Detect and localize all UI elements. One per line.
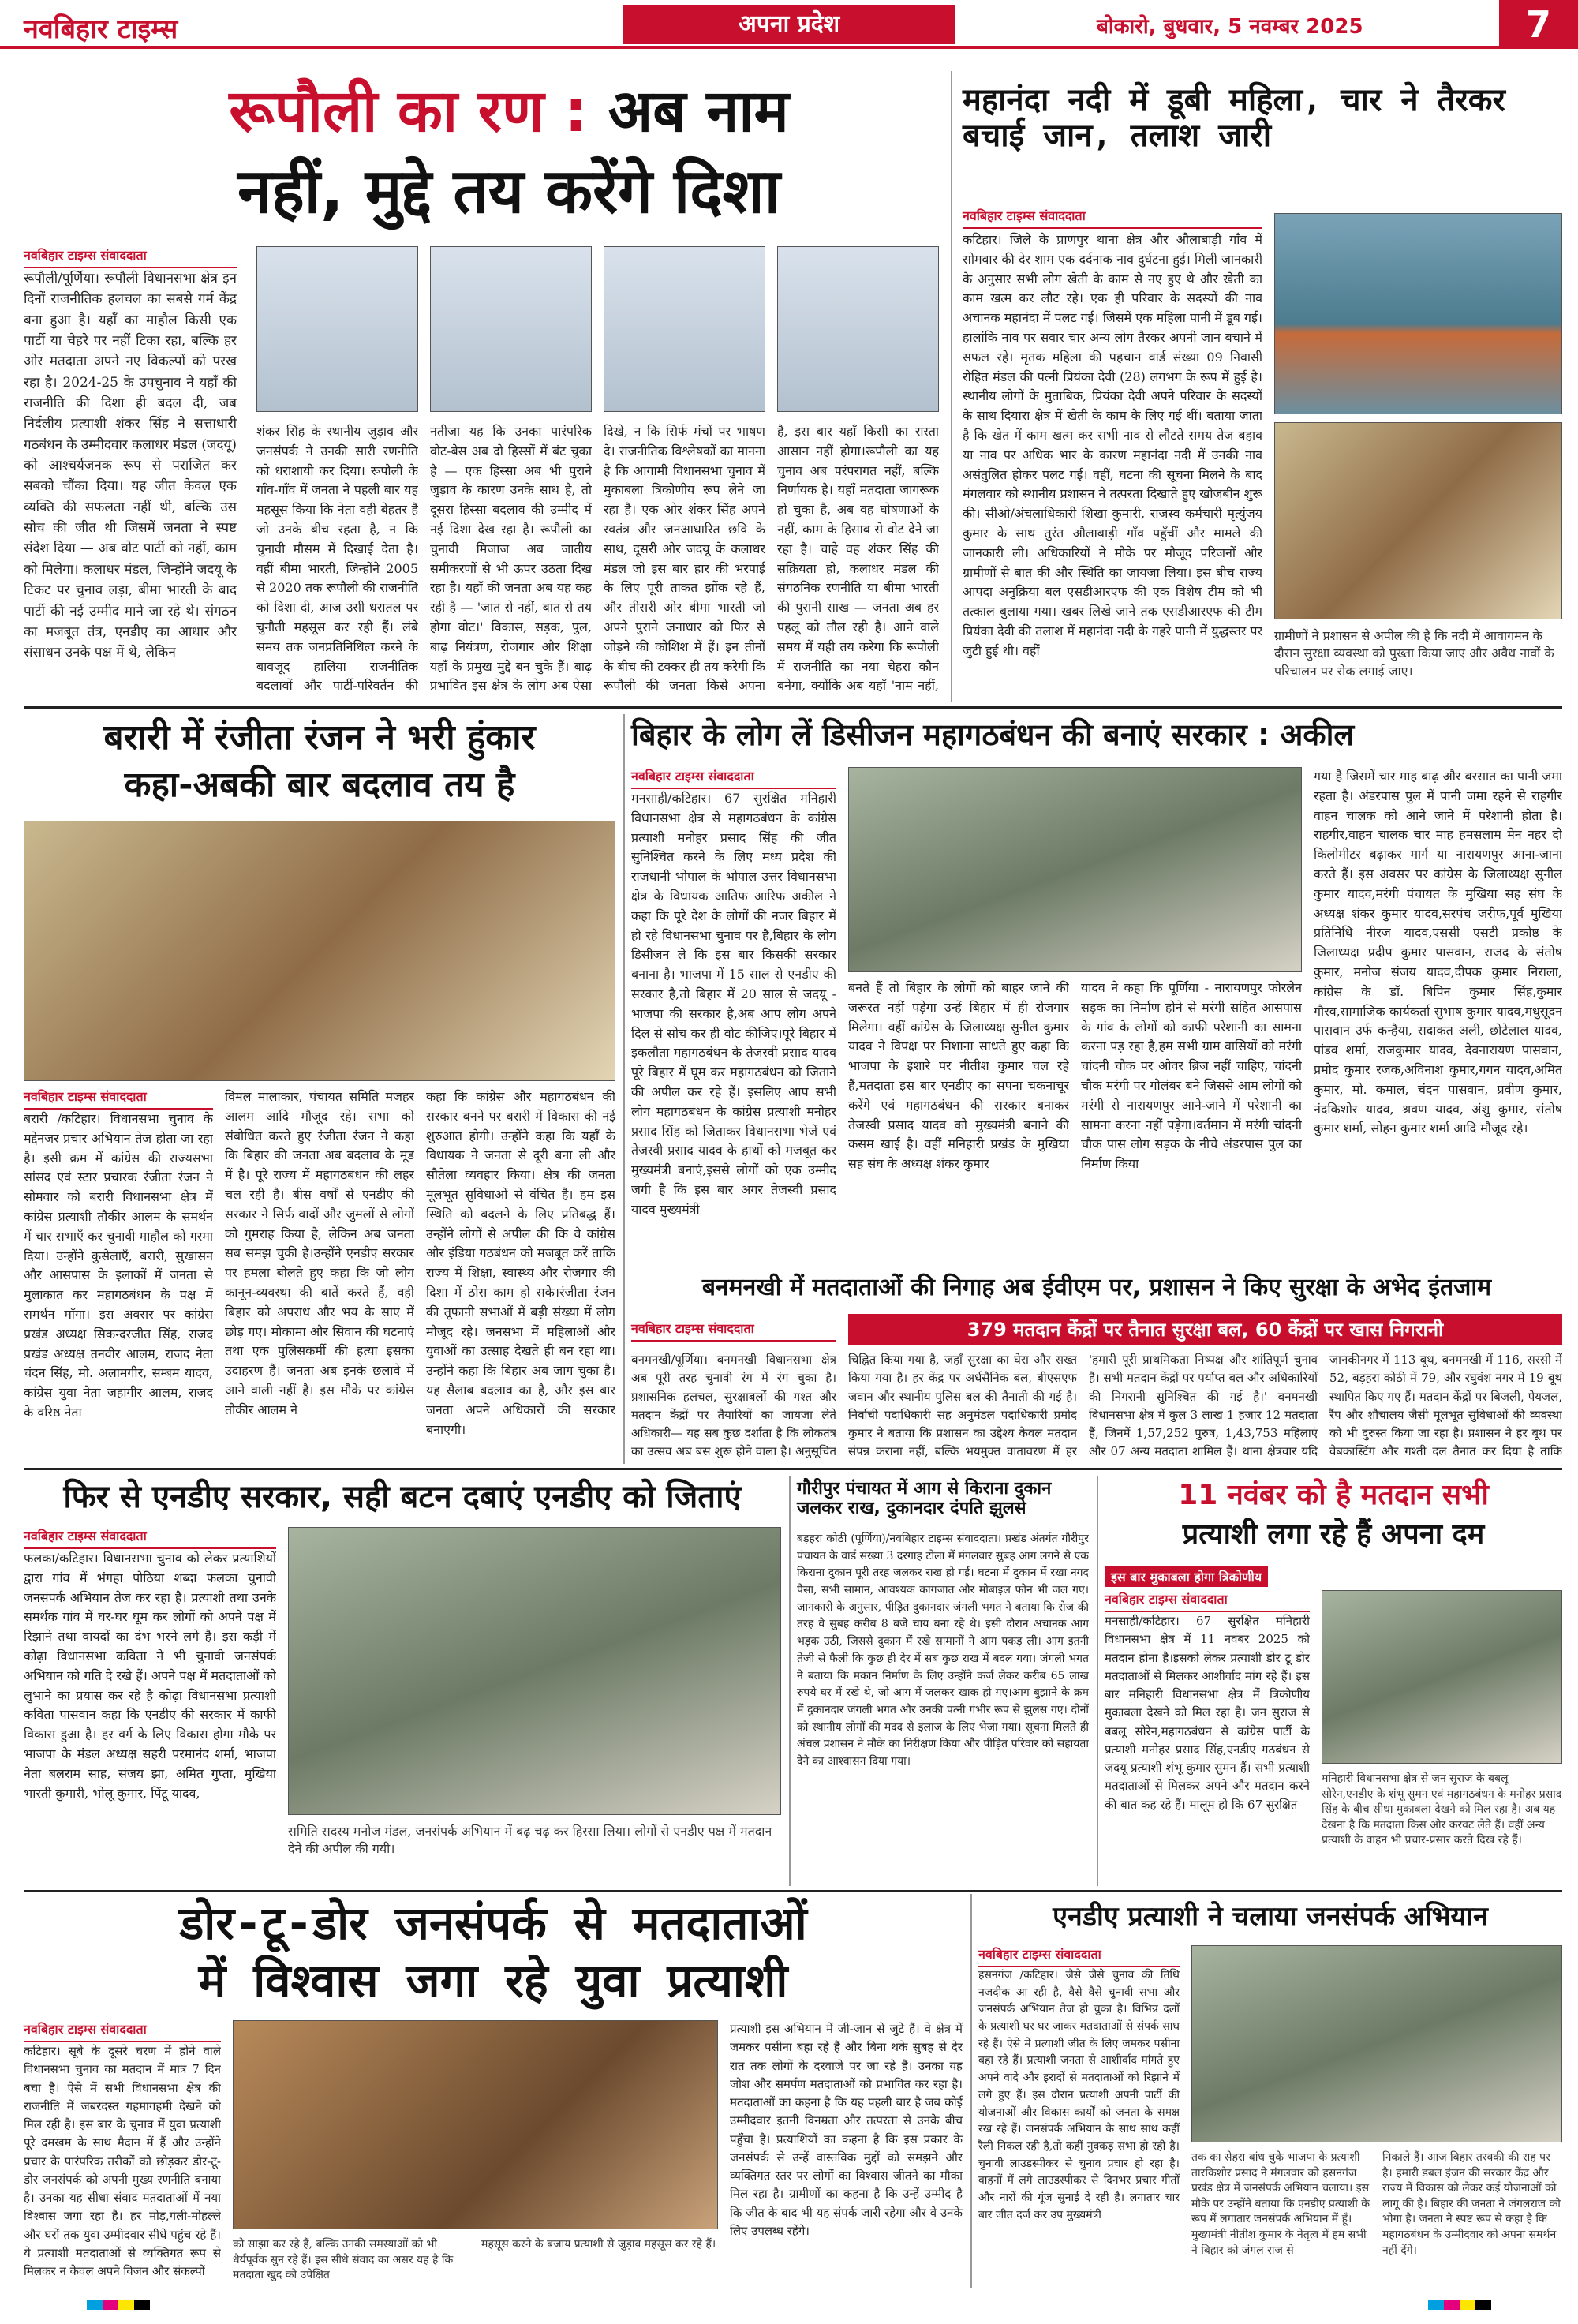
story9-body-col2: प्रत्याशी इस अभियान में जी-जान से जुटे हैं। वे क्षेत्र में जमकर पसीना बहा रहे हैं और बिना थके सुबह से देर रात तक लोगों के दरवाजे पर जा रहे हैं। उनका यह जोश और समर्पण मतदाताओं को प्रभावित कर रहा है। मतदाताओं का कहना है कि यह पहली बार है जब कोई उम्मीदवार इतनी विनम्रता और तत्परता से उनके बीच पहुँचा है। प्रत्याशियों का कहना है कि इस प्रकार के जनसंपर्क से उन्हें वास्तविक मुद्दों को समझने और व्यक्तिगत स्तर पर लोगों का विश्वास जीतने का मौका मिल रहा है। ग्रामीणों का कहना है कि उन्हें उम्मीद है कि जीत के बाद भी यह संपर्क जारी रहेगा और वे उनके लिए उपलब्ध रहेंगे। <box>730 2022 963 2238</box>
story2-headline: महानंदा नदी में डूबी महिला, चार ने तैरकर बचाई जान, तलाश जारी <box>963 82 1505 154</box>
rally-crowd-photo <box>24 821 615 1081</box>
story2-body: कटिहार। जिले के प्राणपुर थाना क्षेत्र और औलाबाड़ी गाँव में सोमवार की देर शाम एक दर्दनाक नाव दुर्घटना हुई। मिली जानकारी के अनुसार सभी लोग खेती के काम से नए हुए थे और खेती का काम खत्म कर लौट रहे। एक ही परिवार के सदस्यों की नाव अचानक महानंदा में पलट गई। जिसमें एक महिला पानी में डूब गई। हालांकि नाव पर सवार चार अन्य लोग तैरकर अपनी जान बचाने में सफल रहे। मृतक महिला की पहचान वार्ड संख्या 09 निवासी रोहित मंडल की पत्नी प्रियंका देवी (28) लगभग के रूप में हुई है। स्थानीय लोगों के मुताबिक, प्रियंका देवी अपने परिवार के सदस्यों के साथ दियारा क्षेत्र में खेती के काम के लिए गई थीं। बताया जाता है कि खेत में काम खत्म कर सभी नाव से लौटते समय तेज बहाव या नाव पर अधिक भार के कारण महानंदा नदी में उनकी नाव असंतुलित होकर पलट गई। वहीं, घटना की सूचना मिलने के बाद मंगलवार को स्थानीय प्रशासन ने तत्परता दिखाते हुए खोजबीन शुरू की। सीओ/अंचलाधिकारी शिखा कुमारी, राजस्व कर्मचारी मृत्युंजय कुमार के साथ तुरंत औलाबाड़ी गाँव पहुँचीं और मामले की जानकारी ली। अधिकारियों ने मौके पर मौजूद परिजनों और ग्रामीणों से बात की और स्थिति का जायजा लिया। इस बीच राज्य आपदा अनुक्रिया बल एसडीआरएफ की एक विशेष टीम को भी तत्काल बुलाया गया। खबर लिखे जाने तक एसडीआरएफ की टीम प्रियंका देवी की तलाश में महानंदा नदी के गहरे पानी में युद्धस्तर पर जुटी हुई थी। वहीं <box>963 232 1262 658</box>
story3-body-col1: बरारी /कटिहार। विधानसभा चुनाव के मद्देनजर प्रचार अभियान तेज होता जा रहा है। इसी क्रम में कांग्रेस की राज्यसभा सांसद एवं स्टार प्रचारक रंजीता रंजन ने सोमवार को बरारी विधानसभा क्षेत्र में कांग्रेस प्रत्याशी तौकीर आलम के समर्थन में चार सभाएँ कर चुनावी माहौल को गरमा दिया। उन्होंने कुसेलाएँ, बरारी, सुखासन और आसपास के इलाकों में जनता से मुलाकात कर महागठबंधन के पक्ष में समर्थन माँगा। इस अवसर पर कांग्रेस प्रखंड अध्यक्ष सिकन्दरजीत सिंह, राजद प्रखंड अध्यक्ष तनवीर आलम, राजद नेता चंदन सिंह, मो. अलामगीर, सम्बम यादव, कांग्रेस युवा नेता जहांगीर आलम, राजद के वरिष्ठ नेता <box>24 1111 213 1420</box>
story1-body-col5: है, इस बार यहाँ किसी का रास्ता आसान नहीं होगा।रूपौली का यह चुनाव अब परंपरागत नहीं, बल्कि निर्णायक है। यहाँ मतदाता जागरूक हो चुका है, अब वह घोषणाओं के नहीं, काम के हिसाब से वोट देने जा रहा है। चाहे वह शंकर सिंह की सक्रियता हो, कलाधर मंडल की संगठनिक रणनीति या बीमा भारती की पुरानी साख — जनता अब हर पहलू को तौल रही है। आने वाले समय में यही तय करेगा कि रूपौली में राजनीति का नया चेहरा कौन बनेगा, क्योंकि अब यहाँ 'नाम नहीं, <box>777 424 939 694</box>
page-number: 7 <box>1499 0 1578 49</box>
row-divider <box>24 1468 1562 1470</box>
column-divider <box>1097 1476 1098 1886</box>
story4-headline: बिहार के लोग लें डिसीजन महागठबंधन की बनाएं सरकार : अकील <box>631 717 1355 752</box>
story10-headline: एनडीए प्रत्याशी ने चलाया जनसंपर्क अभियान <box>1053 1901 1488 1933</box>
story10-caption1: तक का सेहरा बांध चुके भाजपा के प्रत्याशी तारकिशोर प्रसाद ने मंगलवार को हसनगंज प्रखंड क्षेत्र में जनसंपर्क अभियान चलाया। इस मौके पर उन्होंने बताया कि एनडीए प्रत्याशी के रूप में लगातार जनसंपर्क अभियान में हूँ। मुख्यमंत्री नीतीश कुमार के नेतृत्व में हम सभी ने बिहार को जंगल राज से <box>1191 2151 1370 2257</box>
story7-headline: गौरीपुर पंचायत में आग से किराना दुकान जलकर राख, दुकानदार दंपति झुलसे <box>797 1479 1052 1518</box>
story8-headline-line2: प्रत्याशी लगा रहे हैं अपना दम <box>1182 1518 1485 1551</box>
story2-byline: नवबिहार टाइम्स संवाददाता <box>963 207 1262 229</box>
story5-body-col2: चिह्नित किया गया है, जहाँ सुरक्षा का घेरा और सख्त किया गया है। हर केंद्र पर अर्धसैनिक बल, बीएसएफ जवान और स्थानीय पुलिस बल की तैनाती की गई है। निर्वाची पदाधिकारी सह अनुमंडल पदाधिकारी प्रमोद कुमार ने बताया कि प्रशासन का उद्देश्य केवल मतदान संपन्न कराना नहीं, बल्कि भयमुक्त वातावरण में हर <box>848 1353 1077 1459</box>
story3-byline: नवबिहार टाइम्स संवाददाता <box>24 1087 213 1110</box>
story9-headline-line2: में विश्वास जगा रहे युवा प्रत्याशी <box>198 1954 788 2008</box>
column-divider <box>623 714 625 1464</box>
dateline: बोकारो, बुधवार, 5 नवम्बर 2025 <box>1097 15 1363 39</box>
column-divider <box>970 1894 972 2288</box>
door-to-door-photo <box>233 2020 718 2229</box>
campaign-photo-4 <box>1191 1945 1562 2142</box>
story1-headline <box>79 79 939 144</box>
story10-byline: नवबिहार टाइम्स संवाददाता <box>978 1945 1180 1967</box>
story8-kicker: इस बार मुकाबला होगा त्रिकोणीय <box>1105 1566 1268 1587</box>
story8-byline: नवबिहार टाइम्स संवाददाता <box>1105 1590 1310 1612</box>
story1-headline-rest: अब नाम <box>608 77 789 145</box>
story8-caption: मनिहारी विधानसभा क्षेत्र से जन सुराज के बबलू सोरेन,एनडीए के शंभू सुमन एवं महागठबंधन के मनोहर प्रसाद सिंह के बीच सीधा मुकाबला देखने को मिल रहा है। अब यह देखना है कि मतदाता किस ओर करवट लेते हैं। वहीं अन्य प्रत्याशी के वाहन भी प्रचार-प्रसार करते दिख रहे हैं। <box>1322 1772 1562 1847</box>
row-divider <box>24 1890 1562 1892</box>
story10-caption2: निकाले हैं। आज बिहार तरक्की की राह पर है। हमारी डबल इंजन की सरकार केंद्र और राज्य में विकास को लेकर कई योजनाओं को लागू की है। बिहार की जनता ने जंगलराज को भोगा है। जनता ने स्पष्ट रूप से कहा है कि महागठबंधन के उम्मीदवार को अपना समर्थन नहीं देंगे। <box>1382 2151 1561 2257</box>
campaign-photo-3 <box>1322 1590 1562 1764</box>
story1-byline: नवबिहार टाइम्स संवाददाता <box>24 246 237 268</box>
story9-byline: नवबिहार टाइम्स संवाददाता <box>24 2020 221 2042</box>
story8-body: मनसाही/कटिहार। 67 सुरक्षित मनिहारी विधानसभा क्षेत्र में 11 नवंबर 2025 को मतदान होना है।इसको लेकर प्रत्याशी डोर टू डोर मतदाताओं से मिलकर आशीर्वाद मांग रहे हैं। इस बार मनिहारी विधानसभा क्षेत्र में त्रिकोणीय मुकाबला देखने को मिल रहा है। जन सुराज से बबलू सोरेन,महागठबंधन से कांग्रेस पार्टी के प्रत्याशी मनोहर प्रसाद सिंह,एनडीए गठबंधन से जदयू प्रत्याशी शंभू कुमार सुमन हैं। सभी प्रत्याशी मतदाताओं से मिलकर अपने और मतदान करने की बात कह रहे हैं। मालूम हो कि 67 सुरक्षित <box>1105 1614 1310 1812</box>
masthead: नवबिहार टाइम्स <box>24 13 178 45</box>
candidate-photo-1 <box>256 246 418 412</box>
story4-body-col4: गया है जिसमें चार माह बाढ़ और बरसात का पानी जमा रहता है। अंडरपास पुल में पानी जमा रहने से राहगीर वाहन चालक को आने जाने में परेशानी होता है।राहगीर,वाहन चालक चार माह हमसलाम मेन नहर दो किलोमीटर बढ़ाकर मार्ग या नारायणपुर आना-जाना करते हैं। इस अवसर पर कांग्रेस के जिलाध्यक्ष सुनील कुमार यादव,मरंगी पंचायत के मुखिया सह संघ के अध्यक्ष शंकर कुमार यादव,सरपंच जरीफ,पूर्व मुखिया प्रतिनिधि नीरज यादव,एससी एसटी प्रकोष्ठ के जिलाध्यक्ष प्रदीप कुमार पासवान, राजद के संतोष कुमार, मनोज संजय यादव,दीपक कुमार निराला, कांग्रेस के डॉ. बिपिन कुमार सिंह,कुमार गौरव,सामाजिक कार्यकर्ता सुभाष कुमार यादव,मधुसूदन पासवान उर्फ कन्हैया, सदाकत अली, छोटेलाल यादव, पांडव शर्मा, राजकुमार यादव, देवनारायण पासवान, प्रमोद कुमार रजक,अविनाश कुमार,गगन यादव,अमित कुमार, मो. कमाल, चंदन पासवान, प्रवीण कुमार, नंदकिशोर यादव, श्रवण यादव, अंशु कुमार, संतोष कुमार शर्मा, सोहन कुमार शर्मा आदि मौजूद रहे। <box>1314 769 1562 1136</box>
story9-caption1: को साझा कर रहे हैं, बल्कि उनकी समस्याओं को भी धैर्यपूर्वक सुन रहे हैं। इस सीधे संवाद का असर यह है कि मतदाता खुद को उपेक्षित <box>233 2238 454 2282</box>
story1-body-col2: शंकर सिंह के स्थानीय जुड़ाव और जनसंपर्क ने उनकी सारी रणनीति को धराशायी कर दिया। रूपौली के गाँव-गाँव में जनता ने पहली बार यह महसूस किया कि नेता वही बेहतर है जो उनके बीच रहता है, न कि चुनावी मौसम में दिखाई देता है। वहीं बीमा भारती, जिन्होंने 2005 से 2020 तक रूपौली की राजनीति को दिशा दी, आज उसी धरातल पर चुनौती महसूस कर रही हैं। लंबे समय तक जनप्रतिनिधित्व करने के बावजूद हालिया राजनीतिक बदलावों और पार्टी-परिवर्तन की <box>256 424 418 694</box>
story9-body-col1: कटिहार। सूबे के दूसरे चरण में होने वाले विधानसभा चुनाव का मतदान में मात्र 7 दिन बचा है। ऐसे में सभी विधानसभा क्षेत्र की राजनीति में जबरदस्त गहमागहमी देखने को मिल रही है। इस बार के चुनाव में युवा प्रत्याशी पूरे दमखम के साथ मैदान में हैं और उन्होंने प्रचार के पारंपरिक तरीकों को छोड़कर डोर-टू-डोर जनसंपर्क को अपनी मुख्य रणनीति बनाया है। उनका यह सीधा संवाद मतदाताओं में नया विश्वास जगा रहा है। हर मोड़,गली-मोहल्ले और घरों तक युवा उम्मीदवार सीधे पहुंच रहे हैं। ये प्रत्याशी मतदाताओं से व्यक्तिगत रूप से मिलकर न केवल अपने विजन और संकल्पों <box>24 2044 221 2278</box>
campaign-photo-2 <box>288 1527 781 1815</box>
candidate-photo-4 <box>777 246 939 412</box>
story3-body-col3: कहा कि कांग्रेस और महागठबंधन की सरकार बनने पर बरारी में विकास की नई शुरुआत होगी। उन्होंने कहा कि यहाँ के विधायक ने जनता से दूरी बना ली और सौतेला व्यवहार किया। क्षेत्र की जनता मूलभूत सुविधाओं से वंचित है। हम इस स्थिति को बदलने के लिए प्रतिबद्ध हैं। उन्होंने लोगों से अपील की कि वे कांग्रेस और इंडिया गठबंधन को मजबूत करें ताकि राज्य में शिक्षा, स्वास्थ्य और रोजगार की दिशा में ठोस काम हो सके।रंजीता रंजन की तूफानी सभाओं में बड़ी संख्या में लोग मौजूद रहे। जनसभा में महिलाओं और युवाओं का उत्साह देखते ही बन रहा था। उन्होंने कहा कि बिहार अब जाग चुका है।यह सैलाब बदलाव का है, और इस बार जनता अपने अधिकारों की सरकार बनाएगी। <box>426 1089 615 1437</box>
story6-caption: समिति सदस्य मनोज मंडल, जनसंपर्क अभियान में बढ़ चढ़ कर हिस्सा लिया। लोगों से एनडीए पक्ष में मतदान देने की अपील की गयी। <box>288 1824 772 1857</box>
story5-strap: 379 मतदान केंद्रों पर तैनात सुरक्षा बल, 60 केंद्रों पर खास निगरानी <box>848 1314 1562 1345</box>
story1-headline-red: रूपौली का रण : <box>229 77 588 145</box>
column-divider <box>789 1476 791 1886</box>
story6-body: फलका/कटिहार। विधानसभा चुनाव को लेकर प्रत्याशियों द्वारा गांव में भंगहा पोठिया शब्दा फलका चुनावी जनसंपर्क अभियान तेज कर रहा है। प्रत्याशी तथा उनके समर्थक गांव में घर-घर घूम कर लोगों को अपने पक्ष में रिझाने तथा वायदों का दंभ भरने लगे है। इस कड़ी में कोढ़ा विधानसभा कविता ने भी चुनावी जनसंपर्क अभियान को गति दे रखे हैं। अपने पक्ष में मतदाताओं को लुभाने का प्रयास कर रहे है कोढ़ा विधानसभा प्रत्याशी कविता पासवान कहा कि एनडीए की सरकार में काफी विकास हुआ है। हर वर्ग के लिए विकास होगा मौके पर भाजपा के मंडल अध्यक्ष सहरी परमानंद शर्मा, भाजपा नेता बलराम साह, संजय झा, अमित गुप्ता, मुखिया भारती कुमारी, भोलू कुमार, पिंटू यादव, <box>24 1551 276 1801</box>
story4-byline: नवबिहार टाइम्स संवाददाता <box>631 767 836 789</box>
story3-headline-line2: कहा-अबकी बार बदलाव तय है <box>124 765 515 805</box>
story4-body-col3: यादव ने कहा कि पूर्णिया - नारायणपुर फोरलेन सड़क का निर्माण होने से मरंगी सहित आसपास के गांव के लोगों को काफी परेशानी का सामना करना पड़ रहा है,हम सभी ग्राम वासियों को मरंगी चांदनी चौक पर ओवर ब्रिज नहीं चाहिए, चांदनी चौक मरंगी पर गोलंबर बने जिससे आम लोगों को मरंगी से नारायणपुर आने-जाने में परेशानी का सामना करना नहीं पड़ेगा।वर्तमान में मरंगी चांदनी चौक पास लोग सड़क के नीचे अंडरपास पुल का निर्माण किया <box>1081 980 1302 1172</box>
candidate-photo-2 <box>430 246 592 412</box>
river-rescue-photo <box>1274 213 1562 414</box>
story4-body-col1: मनसाही/कटिहार। 67 सुरक्षित मनिहारी विधानसभा क्षेत्र से महागठबंधन के कांग्रेस प्रत्याशी मनोहर प्रसाद सिंह की जीत सुनिश्चित करने के लिए मध्य प्रदेश की राजधानी भोपाल के भोपाल उत्तर विधानसभा क्षेत्र के विधायक आतिफ आरिफ अकील ने कहा कि पूरे देश के लोगों की नजर बिहार में हो रहे विधानसभा चुनाव पर है,बिहार के लोग डिसीजन ले कि इस बार किसकी सरकार बनाना है। भाजपा में 15 साल से एनडीए की सरकार है,तो बिहार में 20 साल से जदयू - भाजपा की सरकार है,अब आप लोग अपने दिल से सोच कर ही वोट कीजिए।पूरे बिहार में इकलौता महागठबंधन के तेजस्वी प्रसाद यादव पूरे बिहार में घूम कर महागठबंधन को जिताने की अपील कर रहे हैं। इसलिए आप सभी लोग महागठबंधन के कांग्रेस प्रत्याशी मनोहर प्रसाद सिंह को जिताकर विधानसभा भेजें एवं तेजस्वी प्रसाद यादव के हाथों को मजबूत कर मुख्यमंत्री बनाएं,इससे लोगों को एक उम्मीद जगी है कि इस बार अगर तेजस्वी प्रसाद यादव मुख्यमंत्री <box>631 791 836 1217</box>
story10-body: हसनगंज /कटिहार। जैसे जैसे चुनाव की तिथि नजदीक आ रही है, वैसे वैसे चुनावी सभा और जनसंपर्क अभियान तेज हो चुका है। विभिन्न दलों के प्रत्याशी घर घर जाकर मतदाताओं से संपर्क साध रहे हैं। ऐसे में प्रत्याशी जीत के लिए जमकर पसीना बहा रहे हैं। प्रत्याशी जनता से आशीर्वाद मांगते हुए अपने वादे और इरादों से मतदाताओं को रिझाने में लगे हुए हैं। इस दौरान प्रत्याशी अपनी पार्टी की योजनाओं और विकास कार्यों को जनता के समक्ष रख रहे हैं। जनसंपर्क अभियान के साथ साथ कहीं रैली निकल रही है,तो कहीं नुक्कड़ सभा हो रही है। चुनावी लाउडस्पीकर से चुनाव प्रचार हो रहा है। वाहनों में लगे लाउडस्पीकर से दिनभर प्रचार गीतों और नारों की गूंज सुनाई दे रही है। लगातार चार बार जीत दर्ज कर उप मुख्यमंत्री <box>978 1969 1180 2221</box>
story7-body: बड़हरा कोठी (पूर्णिया)/नवबिहार टाइम्स संवाददाता। प्रखंड अंतर्गत गौरीपुर पंचायत के वार्ड संख्या 3 दरगाह टोला में मंगलवार सुबह आग लगने से एक किराना दुकान पूरी तरह जलकर राख हो गई। घटना में दुकान में रखा नगद पैसा, सभी सामान, आवश्यक कागजात और मोबाइल फोन भी जल गए।जानकारी के अनुसार, पीड़ित दुकानदार जंगली भगत ने बताया कि रोज की तरह वे सुबह करीब 8 बजे चाय बना रहे थे। इसी दौरान अचानक आग भड़क उठी, जिससे दुकान में रखे सामानों ने आग पकड़ ली। आग इतनी तेजी से फैली कि कुछ ही देर में सब कुछ राख में बदल गया। जंगली भगत ने बताया कि मकान निर्माण के लिए उन्होंने कर्ज लेकर करीब 65 लाख रुपये घर में रखे थे, जो आग में जलकर खाक हो गए।आग बुझाने के क्रम में दुकानदार जंगली भगत और उनकी पत्नी गंभीर रूप से झुलस गए। दोनों को स्थानीय लोगों की मदद से इलाज के लिए भेजा गया। सूचना मिलते ही अंचल प्रशासन ने मौके का निरीक्षण किया और पीड़ित परिवार को सहायता देने का आश्वासन दिया गया। <box>797 1532 1089 1768</box>
campaign-photo-1 <box>848 767 1302 972</box>
story3-headline-line1: बरारी में रंजीता रंजन ने भरी हुंकार <box>103 717 536 758</box>
story5-byline: नवबिहार टाइम्स संवाददाता <box>631 1319 836 1342</box>
story5-body-col4: जानकीनगर में 113 बूथ, बनमनखी में 116, सरसी में 52, बड़हरा कोठी में 79, और रघुवंश नगर में 19 बूथ स्थापित किए गए हैं। मतदान केंद्रों पर बिजली, पेयजल, रैंप और शौचालय जैसी मूलभूत सुविधाओं की व्यवस्था को भी दुरुस्त किया जा रहा है। प्रशासन ने हर बूथ पर वेबकास्टिंग और गश्ती दल तैनात कर दिया है ताकि <box>1329 1353 1562 1459</box>
story6-headline: फिर से एनडीए सरकार, सही बटन दबाएं एनडीए को जिताएं <box>63 1479 742 1515</box>
story1-body-col3: नतीजा यह कि उनका पारंपरिक वोट-बेस अब दो हिस्सों में बंट चुका है — एक हिस्सा अब भी पुराने जुड़ाव के कारण उनके साथ है, तो दूसरा हिस्सा बदलाव की उम्मीद में नई दिशा देख रहा है। रूपौली का चुनावी मिजाज अब जातीय समीकरणों से भी ऊपर उठता दिख रहा है। यहाँ की जनता अब यह कह रही है — 'जात से नहीं, बात से तय होगा वोट।' विकास, सड़क, पुल, बाढ़ नियंत्रण, रोजगार और शिक्षा यहाँ के प्रमुख मुद्दे बन चुके हैं। बाढ़ प्रभावित इस क्षेत्र के लोग अब ऐसा <box>430 424 592 694</box>
story1-body-col1: रूपौली/पूर्णिया। रूपौली विधानसभा क्षेत्र इन दिनों राजनीतिक हलचल का सबसे गर्म केंद्र बना हुआ है। यहाँ का माहौल किसी एक पार्टी या चेहरे पर नहीं टिका रहा, बल्कि हर ओर मतदाता अपने नए विकल्पों को परख रहा है। 2024-25 के उपचुनाव ने यहाँ की राजनीति की दिशा ही बदल दी, जब निर्दलीय प्रत्याशी शंकर सिंह ने सत्ताधारी गठबंधन के उम्मीदवार कलाधर मंडल (जदयू) को आश्चर्यजनक रूप से पराजित कर सबको चौंका दिया। यह जीत केवल एक व्यक्ति की सफलता नहीं थी, बल्कि उस सोच की जीत थी जिसमें जनता ने स्पष्ट संदेश दिया — अब वोट पार्टी को नहीं, काम को मिलेगा। कलाधर मंडल, जिन्होंने जदयू के टिकट पर चुनाव लड़ा, बीमा भारती के बाद पार्टी की नई उम्मीद माने जा रहे थे। संगठन का मजबूत तंत्र, एनडीए का आधार और संसाधन उनके पक्ष में थे, लेकिन <box>24 271 237 661</box>
villagers-photo <box>1274 422 1562 619</box>
story6-byline: नवबिहार टाइम्स संवाददाता <box>24 1527 276 1549</box>
story9-caption2: महसूस करने के बजाय प्रत्याशी से जुड़ाव महसूस कर रहे हैं। <box>481 2238 716 2251</box>
story1-headline-line2: नहीं, मुद्दे तय करेंगे दिशा <box>237 156 780 227</box>
story4-body-col2: बनते हैं तो बिहार के लोगों को बाहर जाने की जरूरत नहीं पड़ेगा उन्हें बिहार में ही रोजगार मिलेगा। वहीं कांग्रेस के जिलाध्यक्ष सुनील कुमार यादव ने विपक्ष पर निशाना साधते हुए कहा कि भाजपा के इशारे पर नीतीश कुमार चल रहे हैं,मतदाता इस बार एनडीए का सपना चकनाचूर करेंगे एवं महागठबंधन की सरकार बनाकर तेजस्वी प्रसाद यादव को मुख्यमंत्री बनाने की कसम खाई है। वहीं मनिहारी प्रखंड के मुखिया सह संघ के अध्यक्ष शंकर कुमार <box>848 980 1069 1172</box>
story2-caption: ग्रामीणों ने प्रशासन से अपील की है कि नदी में आवागमन के दौरान सुरक्षा व्यवस्था को पुख्ता किया जाए और अवैध नावों के परिचालन पर रोक लगाई जाए। <box>1274 628 1554 679</box>
candidate-photo-3 <box>604 246 765 412</box>
story8-headline-red: 11 नवंबर को है मतदान सभी <box>1178 1479 1489 1511</box>
story3-body-col2: विमल मालाकार, पंचायत समिति मजहर आलम आदि मौजूद रहे। सभा को संबोधित करते हुए रंजीता रंजन ने कहा कि बिहार की जनता अब बदलाव के मूड में है। पूरे राज्य में महागठबंधन की लहर चल रही है। बीस वर्षों से एनडीए की सरकार ने सिर्फ वादों और जुमलों से लोगों को गुमराह किया है, लेकिन अब जनता सब समझ चुकी है।उन्होंने एनडीए सरकार पर हमला बोलते हुए कहा कि जो लोग कानून-व्यवस्था की बातें करते हैं, वही बिहार को अपराध और भय के साए में छोड़ गए। मोकामा और सिवान की घटनाएं तथा एक पुलिसकर्मी की हत्या इसका उदाहरण हैं। जनता अब इनके छलावे में आने वाली नहीं है। इस मौके पर कांग्रेस तौकीर आलम ने <box>225 1089 414 1417</box>
section-tag: अपना प्रदेश <box>623 5 955 44</box>
color-registration-strip <box>87 2300 150 2310</box>
column-divider <box>951 71 952 702</box>
color-registration-strip <box>1428 2300 1491 2310</box>
story1-body-col4: दिखे, न कि सिर्फ मंचों पर भाषण दे। राजनीतिक विश्लेषकों का मानना है कि आगामी विधानसभा चुनाव में मुकाबला त्रिकोणीय रूप लेने जा रहा है। एक ओर शंकर सिंह अपने स्वतंत्र और जनआधारित छवि के साथ, दूसरी ओर जदयू के कलाधर मंडल जो इस बार हार की भरपाई के लिए पूरी ताकत झोंक रहे हैं, और तीसरी ओर बीमा भारती जो अपने पुराने जनाधार को फिर से जोड़ने की कोशिश में हैं। इन तीनों के बीच की टक्कर ही तय करेगी कि रूपौली की जनता किसे अपना <box>604 424 765 694</box>
story5-headline: बनमनखी में मतदाताओं की निगाह अब ईवीएम पर, प्रशासन ने किए सुरक्षा के अभेद इंतजाम <box>701 1274 1492 1301</box>
story9-headline-line1: डोर-टू-डोर जनसंपर्क से मतदाताओं <box>179 1896 807 1950</box>
story5-body-col3: 'हमारी पूरी प्राथमिकता निष्पक्ष और शांतिपूर्ण चुनाव है। सभी मतदान केंद्रों पर पर्याप्त बल और अधिकारियों की निगरानी सुनिश्चित की गई है।' बनमनखी विधानसभा क्षेत्र में कुल 3 लाख 1 हजार 12 मतदाता हैं, जिनमें 1,57,252 पुरुष, 1,43,753 महिलाएं और 07 अन्य मतदाता शामिल हैं। थाना क्षेत्रवार यदि <box>1089 1353 1318 1459</box>
row-divider <box>24 706 1562 709</box>
story5-body-col1: बनमनखी/पूर्णिया। बनमनखी विधानसभा क्षेत्र अब पूरी तरह चुनावी रंग में रंग चुका है। प्रशासनिक हलचल, सुरक्षाबलों की गश्त और मतदान केंद्रों पर तैयारियों का जायजा लेते अधिकारी— यह सब कुछ दर्शाता है कि लोकतंत्र का उत्सव अब बस शुरू होने वाला है। अनुसूचित <box>631 1353 836 1459</box>
